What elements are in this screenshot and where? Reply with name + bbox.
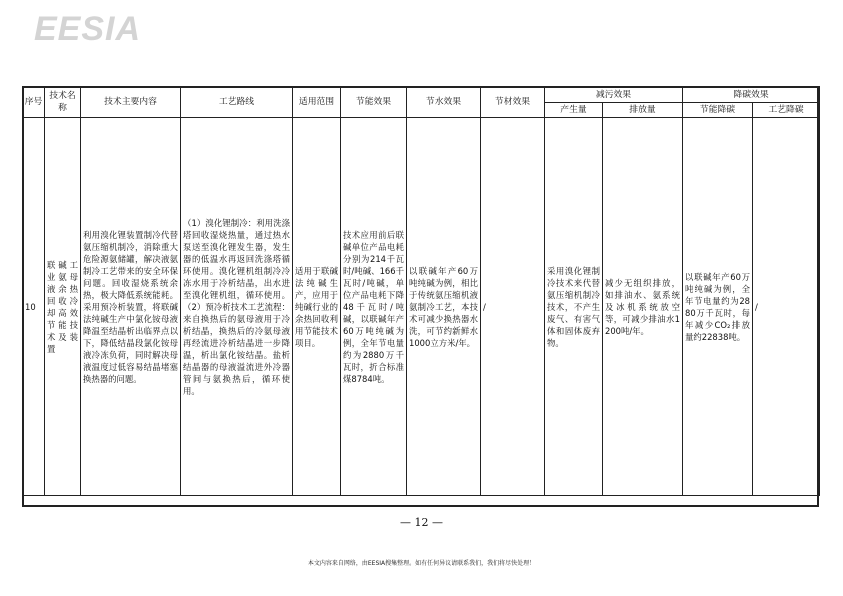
- cell-content: 利用溴化锂装置制冷代替氨压缩机制冷，消除重大危险源氨储罐，解决液氨制冷工艺带来的安全环保问题。回收湿烧系统余热，极大降低系统能耗。采用预冷析装置，将联碱法纯碱生产中氯化铵母液降温至结晶析出临界点以下，降低结晶段氯化铵母液冷冻负荷，同时解决母液温度过低容易结晶堵塞换热器的问题。: [81, 118, 181, 496]
- header-content: 技术主要内容: [81, 87, 181, 118]
- header-pollution: 减污效果: [545, 87, 683, 103]
- header-carbon-process: 工艺降碳: [753, 103, 820, 118]
- header-seq: 序号: [23, 87, 45, 118]
- header-energy: 节能效果: [341, 87, 407, 118]
- header-route: 工艺路线: [181, 87, 293, 118]
- cell-energy: 技术应用前后联碱单位产品电耗分别为214千瓦时/吨碱、166千瓦时/吨碱，单位产品电耗下降48千瓦时/吨碱，以联碱年产60万吨纯碱为例，全年节电量约为2880万千瓦时，折合标准煤8784吨。: [341, 118, 407, 496]
- table-row: [23, 118, 820, 496]
- eesia-logo: EESIA: [34, 10, 142, 48]
- header-material: 节材效果: [481, 87, 545, 118]
- technology-table: [22, 86, 820, 496]
- cell-carbon-energy: 以联碱年产60万吨纯碱为例，全年节电量约为2880万千瓦时，每年减少CO₂排放量约22838吨。: [683, 118, 753, 496]
- cell-seq: 10: [23, 118, 45, 496]
- header-scope: 适用范围: [293, 87, 341, 118]
- cell-pollution-emit: 减少无组织排放，如排油水、氨系统及冰机系统放空等，可减少排油水1200吨/年。: [603, 118, 683, 496]
- cell-water: 以联碱年产60万吨纯碱为例，相比于传统氨压缩机液氨制冷工艺，本技术可减少换热器水洗，可节约新鲜水1000立方米/年。: [407, 118, 481, 496]
- header-pollution-emit: 排放量: [603, 103, 683, 118]
- cell-route: （1）溴化锂制冷：利用洗涤塔回收湿烧热量，通过热水泵送至溴化锂发生器，发生器的低温水再返回洗涤塔循环使用。溴化锂机组制冷冷冻水用于冷析结晶，出水进至溴化锂机组，循环使用。（2）预冷析技术工艺流程：来自换热后的氨母液用于冷析结晶，换热后的冷氨母液再经流进冷析结晶进一步降温，析出氯化铵结晶。盐析结晶器的母液溢流进外冷器管间与氨换热后，循环使用。: [181, 118, 293, 496]
- cell-scope: 适用于联碱法纯碱生产，应用于纯碱行业的余热回收利用节能技术项目。: [293, 118, 341, 496]
- header-carbon: 降碳效果: [683, 87, 820, 103]
- header-pollution-gen: 产生量: [545, 103, 603, 118]
- footer-notice: 本文内容来自网络，由EESIA搜集整理。如有任何异议请联系我们，我们将尽快处理！: [307, 560, 536, 567]
- header-water: 节水效果: [407, 87, 481, 118]
- header-carbon-energy: 节能降碳: [683, 103, 753, 118]
- cell-pollution-gen: 采用溴化锂制冷技术来代替氨压缩机制冷技术，不产生废气、有害气体和固体废弃物。: [545, 118, 603, 496]
- cell-material: /: [481, 118, 545, 496]
- cell-tech-name: 联碱工业氨母液余热回收冷却高效节能技术及装置: [45, 118, 81, 496]
- cell-carbon-process: /: [753, 118, 820, 496]
- page-number: — 12 —: [400, 516, 443, 529]
- header-tech-name: 技术名称: [45, 87, 81, 118]
